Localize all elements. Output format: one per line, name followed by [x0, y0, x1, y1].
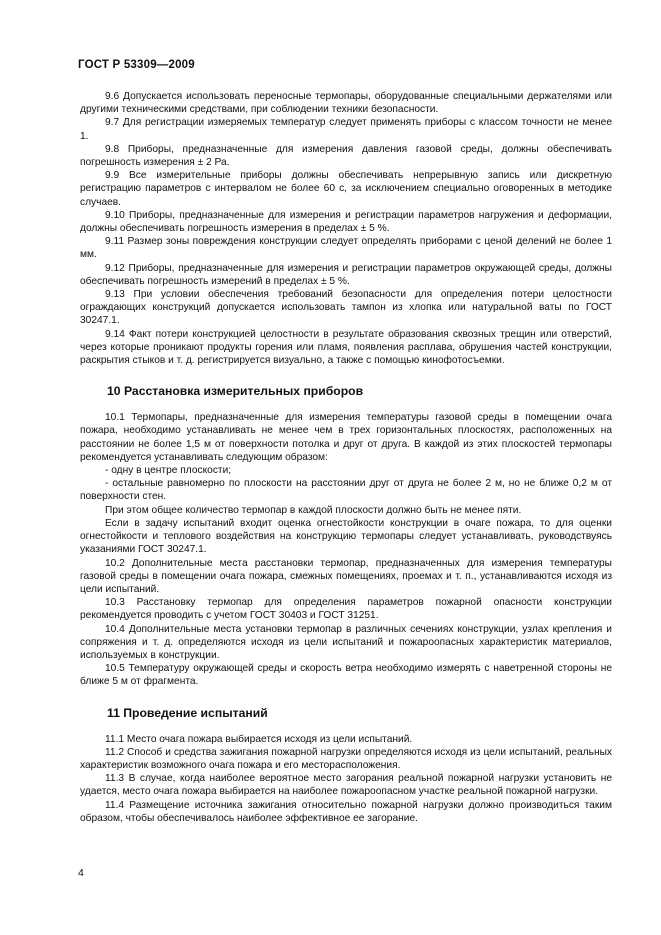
paragraph-10-4: 10.4 Дополнительные места установки термопар в различных сечениях конструкции, узлах крепления и сопряжения и т. д. определяются исходя из цели испытаний и пожароопасных характеристик материалов, используемых в конструкции.	[80, 623, 612, 661]
paragraph-11-4: 11.4 Размещение источника зажигания относительно пожарной нагрузки должно производиться таким образом, чтобы обеспечивалось наиболее эффективное ее загорание.	[80, 799, 612, 824]
spacer	[80, 689, 612, 706]
paragraph-9-11: 9.11 Размер зоны повреждения конструкции следует определять приборами с ценой делений не более 1 мм.	[80, 236, 612, 261]
paragraph-9-10: 9.10 Приборы, предназначенные для измерения и регистрации параметров нагружения и деформации, должны обеспечивать погрешность измерения в пределах ± 5 %.	[80, 209, 612, 235]
paragraph-11-1: 11.1 Место очага пожара выбирается исходя из цели испытаний.	[105, 733, 413, 745]
paragraph-10-3: 10.3 Расстановку термопар для определения параметров пожарной опасности конструкции рекомендуется проводить с учетом ГОСТ 30403 и ГОСТ 31251.	[80, 597, 612, 622]
section-10-heading: 10 Расстановка измерительных приборов	[107, 384, 364, 399]
paragraph-10-1-b: При этом общее количество термопар в каждой плоскости должно быть не менее пяти.	[105, 504, 522, 516]
paragraph-9-7: 9.7 Для регистрации измеряемых температур следует применять приборы с классом точности не менее 1.	[80, 117, 612, 142]
page-number: 4	[78, 867, 84, 879]
paragraph-9-6: 9.6 Допускается использовать переносные термопары, оборудованные специальными держателями или другими техническими средствами, при соблюдении техники безопасности.	[80, 91, 612, 116]
paragraph-10-1-c: Если в задачу испытаний входит оценка огнестойкости конструкции в очаге пожара, то для оценки огнестойкости и теплового воздействия на конструкцию термопары следует устанавливать, руководствуясь указаниями ГОСТ 30247.1.	[80, 517, 612, 556]
standard-header: ГОСТ Р 53309—2009	[78, 59, 195, 71]
paragraph-9-9: 9.9 Все измерительные приборы должны обеспечивать непрерывную запись или дискретную регистрацию параметров с интервалом не более 60 с, за исключением специально оговоренных в методике случаев.	[80, 170, 612, 208]
paragraph-11-3: 11.3 В случае, когда наиболее вероятное место загорания реальной пожарной нагрузки установить не удается, место очага пожара выбирается на наиболее пожароопасном участке реальной пожарной нагрузки.	[80, 773, 612, 798]
section-11-heading: 11 Проведение испытаний	[107, 705, 268, 720]
list-item-1: - одну в центре плоскости;	[105, 465, 232, 477]
paragraph-11-2: 11.2 Способ и средства зажигания пожарной нагрузки определяются исходя из цели испытаний, реальных характеристик возможного очага пожара и его месторасположения.	[80, 746, 612, 771]
paragraph-10-1: 10.1 Термопары, предназначенные для измерения температуры газовой среды в помещении очага пожара, необходимо устанавливать не менее чем в трех горизонтальных плоскостях, расположенных на расстоянии не более 1,5 м от поверхности потолка и друг от друга. В каждой из этих плоскостей термопары рекомендуется устанавливать следующим образом:	[80, 412, 612, 463]
list-item-2: - остальные равномерно по плоскости на расстоянии друг от друга не более 2 м, но не ближе 0,2 м от поверхности стен.	[80, 478, 612, 503]
paragraph-10-5: 10.5 Температуру окружающей среды и скорость ветра необходимо измерять с наветренной стороны не ближе 5 м от фрагмента.	[80, 663, 612, 688]
spacer	[80, 721, 612, 733]
paragraph-9-14: 9.14 Факт потери конструкцией целостности в результате образования сквозных трещин или отверстий, через которые проникают продукты горения или пламя, появления расплава, обрушения частей конструкции, раскрытия стыков и т. д. регистрируется визуально, а также с помощью кинофотосъемки.	[80, 328, 612, 367]
paragraph-9-12: 9.12 Приборы, предназначенные для измерения и регистрации параметров окружающей среды, должны обеспечивать погрешность измерений в пределах ± 5 %.	[80, 262, 612, 287]
paragraph-9-8: 9.8 Приборы, предназначенные для измерения давления газовой среды, должны обеспечивать погрешность измерения ± 2 Ра.	[80, 143, 612, 169]
paragraph-10-2: 10.2 Дополнительные места расстановки термопар, предназначенных для измерения температуры газовой среды в помещении очага пожара, смежных помещениях, проемах и т. п., устанавливаются исходя из цели испытаний.	[80, 557, 612, 595]
spacer	[80, 399, 612, 411]
paragraph-9-13: 9.13 При условии обеспечения требований безопасности для определения потери целостности ограждающих конструкций допускается использовать тампон из хлопка или натуральной ваты по ГОСТ 30247.1.	[80, 289, 612, 327]
spacer	[80, 367, 612, 384]
page-content	[80, 90, 612, 825]
